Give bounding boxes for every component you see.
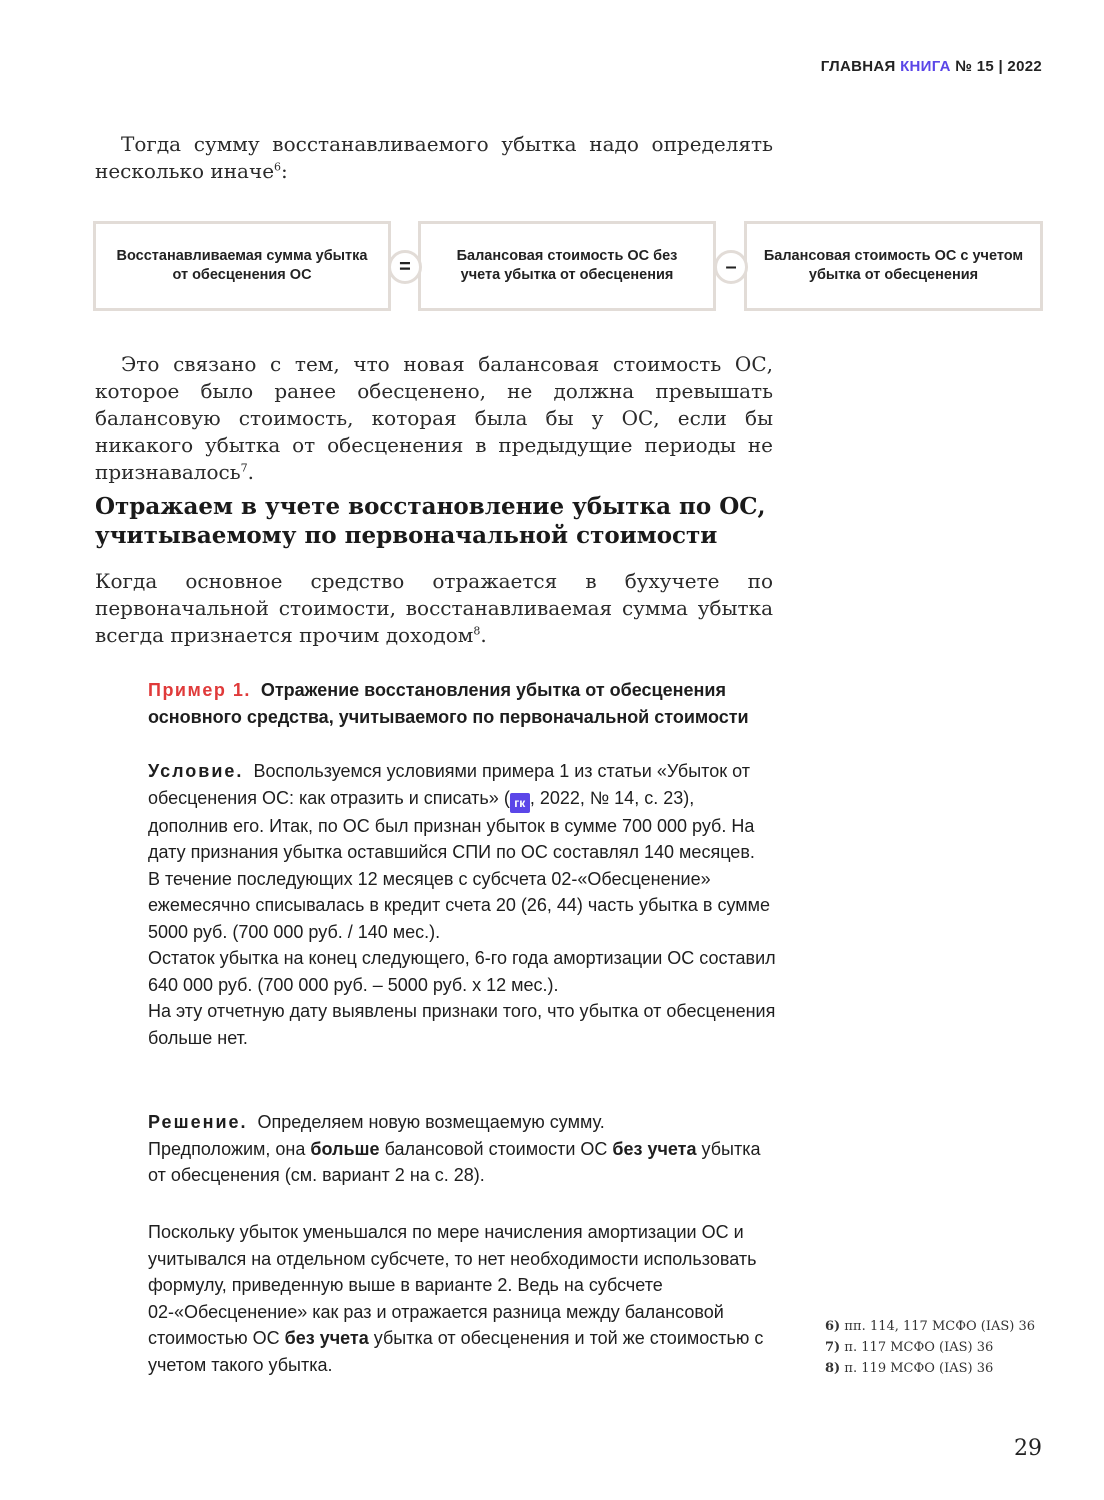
footnote-ref-6[interactable]: 6	[274, 160, 282, 174]
equals-sign: =	[388, 250, 422, 284]
section-heading: Отражаем в учете восстановление убытка по ОС, учитываемому по первоначальной стоимости	[95, 493, 766, 549]
intro-text: Тогда сумму восстанавливаемого убытка надо определять несколько иначе	[95, 132, 773, 183]
solution-bold-2: без учета	[612, 1138, 697, 1159]
page-number: 29	[1014, 1436, 1042, 1461]
footnote-8: 8) п. 119 МСФО (IAS) 36	[825, 1361, 994, 1376]
footnotes	[825, 1316, 1035, 1379]
condition-text-2: В течение последующих 12 месяцев с субсчета 02-«Обесценение» ежемесячно списывалась в кредит счета 20 (26, 44) часть убытка в сумме 5000 руб. (700 000 руб. / 140 мес.).	[148, 868, 771, 942]
condition-text-1a: Воспользуемся условиями примера 1 из статьи «Убыток от обесценения ОС: как отразить и списать» (	[148, 761, 750, 808]
formula-diagram	[93, 221, 1043, 317]
example-label: Пример 1.	[148, 680, 251, 700]
minus-sign: –	[714, 250, 748, 284]
solution-text-2a: Предположим, она	[148, 1138, 311, 1159]
final-text-c: убытка от обесценения и той же стоимостью с учетом такого убытка.	[148, 1328, 764, 1375]
masthead-title-1: ГЛАВНАЯ	[820, 58, 896, 75]
condition-text-1b: , 2022, № 14, с. 23), дополнив его. Итак, по ОС был признан убыток в сумме 700 000 руб. На дату признания убытка оставшийся СПИ по ОС составлял 140 месяцев.	[148, 787, 755, 862]
footnote-ref-8[interactable]: 8	[473, 624, 481, 638]
example-title-block	[148, 677, 778, 730]
intro-tail: :	[281, 159, 288, 183]
section-text: Когда основное средство отражается в бухучете по первоначальной стоимости, восстанавливаемая сумма убытка всегда признается прочим доходом	[95, 569, 773, 647]
solution-text-2d: убытка от обесценения (см. вариант 2 на с. 28).	[148, 1138, 761, 1185]
explanation-tail: .	[247, 460, 255, 484]
solution-bold-1: больше	[310, 1138, 380, 1159]
condition-text-3: Остаток убытка на конец следующего, 6-го года амортизации ОС составил 640 000 руб. (700 000 руб. – 5000 руб. х 12 мес.).	[148, 948, 776, 995]
example-solution	[148, 1109, 778, 1189]
example-condition	[148, 758, 778, 1051]
explanation-paragraph	[95, 351, 773, 486]
example-title: Отражение восстановления убытка от обесценения основного средства, учитываемого по первоначальной стоимости	[148, 680, 749, 727]
solution-text-1: Определяем новую возмещаемую сумму.	[257, 1112, 605, 1132]
masthead-title-2: КНИГА	[900, 58, 951, 75]
intro-paragraph	[95, 131, 773, 185]
example-final-paragraph	[148, 1219, 778, 1378]
final-text-a: Поскольку убыток уменьшался по мере начисления амортизации ОС и учитывался на отдельном субсчете, то нет необходимости использовать формулу, приведенную выше в варианте 2. Ведь на субсчете 02-«Обесценение» как раз и отражается разница между балансовой стоимостью ОС	[148, 1222, 757, 1348]
formula-box-value-without-loss: Балансовая стоимость ОС без учета убытка от обесценения	[418, 221, 716, 311]
condition-text-4: На эту отчетную дату выявлены признаки того, что убытка от обесценения больше нет.	[148, 1001, 776, 1048]
section-paragraph	[95, 568, 773, 649]
footnote-ref-7[interactable]: 7	[240, 461, 248, 475]
footnote-7: 7) п. 117 МСФО (IAS) 36	[825, 1340, 994, 1355]
formula-box-recovered-loss: Восстанавливаемая сумма убытка от обесценения ОС	[93, 221, 391, 311]
final-bold: без учета	[284, 1328, 369, 1348]
footnote-6: 6) пп. 114, 117 МСФО (IAS) 36	[825, 1319, 1036, 1334]
explanation-text: Это связано с тем, что новая балансовая стоимость ОС, которое было ранее обесценено, не должна превышать балансовую стоимость, которая была бы у ОС, если бы никакого убытка от обесценения в предыдущие периоды не признавалось	[95, 352, 773, 484]
section-tail: .	[480, 623, 487, 647]
solution-text-2c: балансовой стоимости ОС	[379, 1138, 613, 1159]
solution-label: Решение.	[148, 1112, 248, 1132]
masthead	[821, 58, 1042, 75]
formula-box-value-with-loss: Балансовая стоимость ОС с учетом убытка от обесценения	[744, 221, 1043, 311]
masthead-issue: № 15 | 2022	[955, 58, 1042, 75]
condition-label: Условие.	[148, 761, 244, 781]
gk-magazine-icon[interactable]: гк	[510, 793, 530, 813]
